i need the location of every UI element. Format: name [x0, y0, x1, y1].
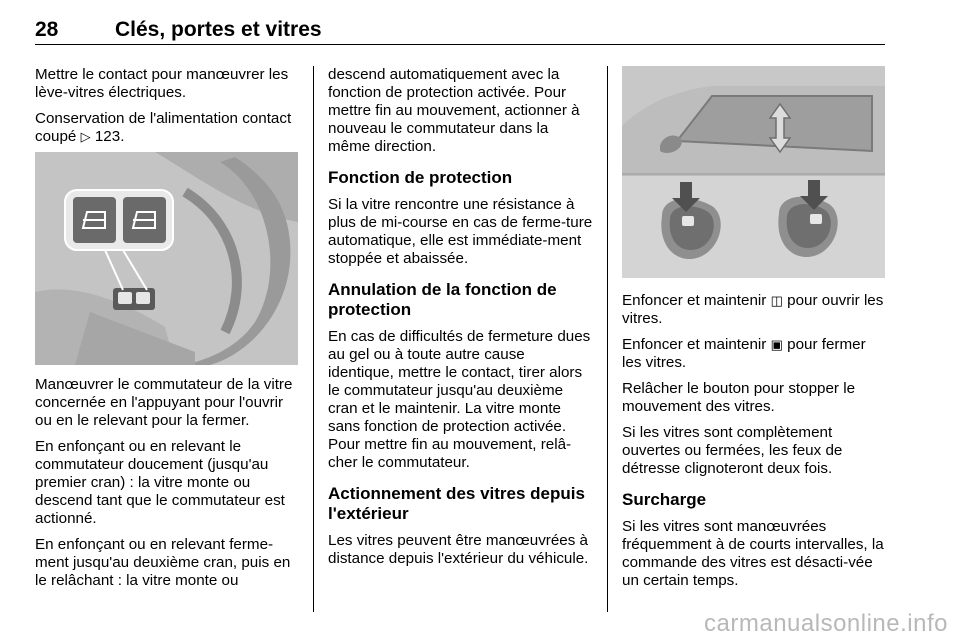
paragraph: Manœuvrer le commutateur de la vitre concernée en l'appuyant pour l'ouvrir ou en le relevant pour la fermer. — [35, 376, 293, 429]
chapter-title: Clés, portes et vitres — [115, 18, 322, 41]
page-reference: 123. — [94, 128, 125, 145]
paragraph-text: Enfoncer et maintenir — [622, 336, 767, 353]
paragraph: En cas de difficultés de fermeture dues au gel ou à toute autre cause identique, mettre le contact, tirer alors le commutateur jusqu'au deuxième cran et le maintenir. La vitre monte sans fonction de protection activée. Pour mettre fin au mouvement, relâ-cher le commutateur. — [328, 328, 591, 471]
column-divider — [607, 66, 608, 612]
page-header — [35, 8, 885, 45]
column-2 — [328, 66, 593, 576]
paragraph: Les vitres peuvent être manœuvrées à distance depuis l'extérieur du véhicule. — [328, 532, 589, 567]
paragraph: Si les vitres sont complètement ouvertes ou fermées, les feux de détresse clignoteront deux fois. — [622, 424, 843, 477]
paragraph — [622, 292, 887, 328]
column-1-continued — [35, 376, 300, 598]
paragraph-text: Enfoncer et maintenir — [622, 292, 767, 309]
paragraph-text: pour ouvrir les vitres. — [622, 292, 884, 327]
column-divider — [313, 66, 314, 612]
paragraph-text: pour fermer les vitres. — [622, 336, 866, 371]
paragraph — [35, 110, 300, 146]
paragraph: En enfonçant ou en relevant ferme-ment jusqu'au deuxième cran, puis en le relâchant : la vitre monte ou — [35, 536, 291, 589]
paragraph: Relâcher le bouton pour stopper le mouvement des vitres. — [622, 380, 856, 415]
column-3 — [622, 292, 887, 598]
paragraph: Si la vitre rencontre une résistance à plus de mi-course en cas de ferme-ture automatique, elle est immédiate-ment stoppée et abaissée. — [328, 196, 593, 267]
paragraph: En enfonçant ou en relevant le commutateur doucement (jusqu'au premier cran) : la vitre monte ou descend tant que le commutateur est actionné. — [35, 438, 285, 527]
section-heading: Annulation de la fonction de protection — [328, 280, 557, 319]
paragraph: descend automatiquement avec la fonction de protection activée. Pour mettre fin au mouvement, actionner à nouveau le commutateur dans la même direction. — [328, 66, 580, 155]
section-heading: Actionnement des vitres depuis l'extérieur — [328, 484, 585, 523]
column-1 — [35, 66, 300, 154]
section-heading: Surcharge — [622, 490, 707, 509]
arrow-reference-icon: ▷ — [80, 129, 91, 144]
paragraph: Mettre le contact pour manœuvrer les lève-vitres électriques. — [35, 66, 289, 101]
unlock-key-icon: ◫ — [770, 293, 783, 308]
section-heading: Fonction de protection — [328, 168, 513, 187]
page-number: 28 — [35, 18, 59, 41]
paragraph-text: Conservation de l'alimentation contact coupé — [35, 110, 292, 145]
paragraph — [622, 336, 887, 372]
window-switch-illustration — [35, 152, 298, 365]
paragraph: Si les vitres sont manœuvrées fréquemment à de courts intervalles, la commande des vitres est désacti-vée un certain temps. — [622, 518, 884, 589]
lock-key-icon: ▣ — [770, 337, 783, 352]
remote-key-window-illustration — [622, 66, 885, 278]
watermark: carmanualsonline.info — [704, 610, 948, 637]
